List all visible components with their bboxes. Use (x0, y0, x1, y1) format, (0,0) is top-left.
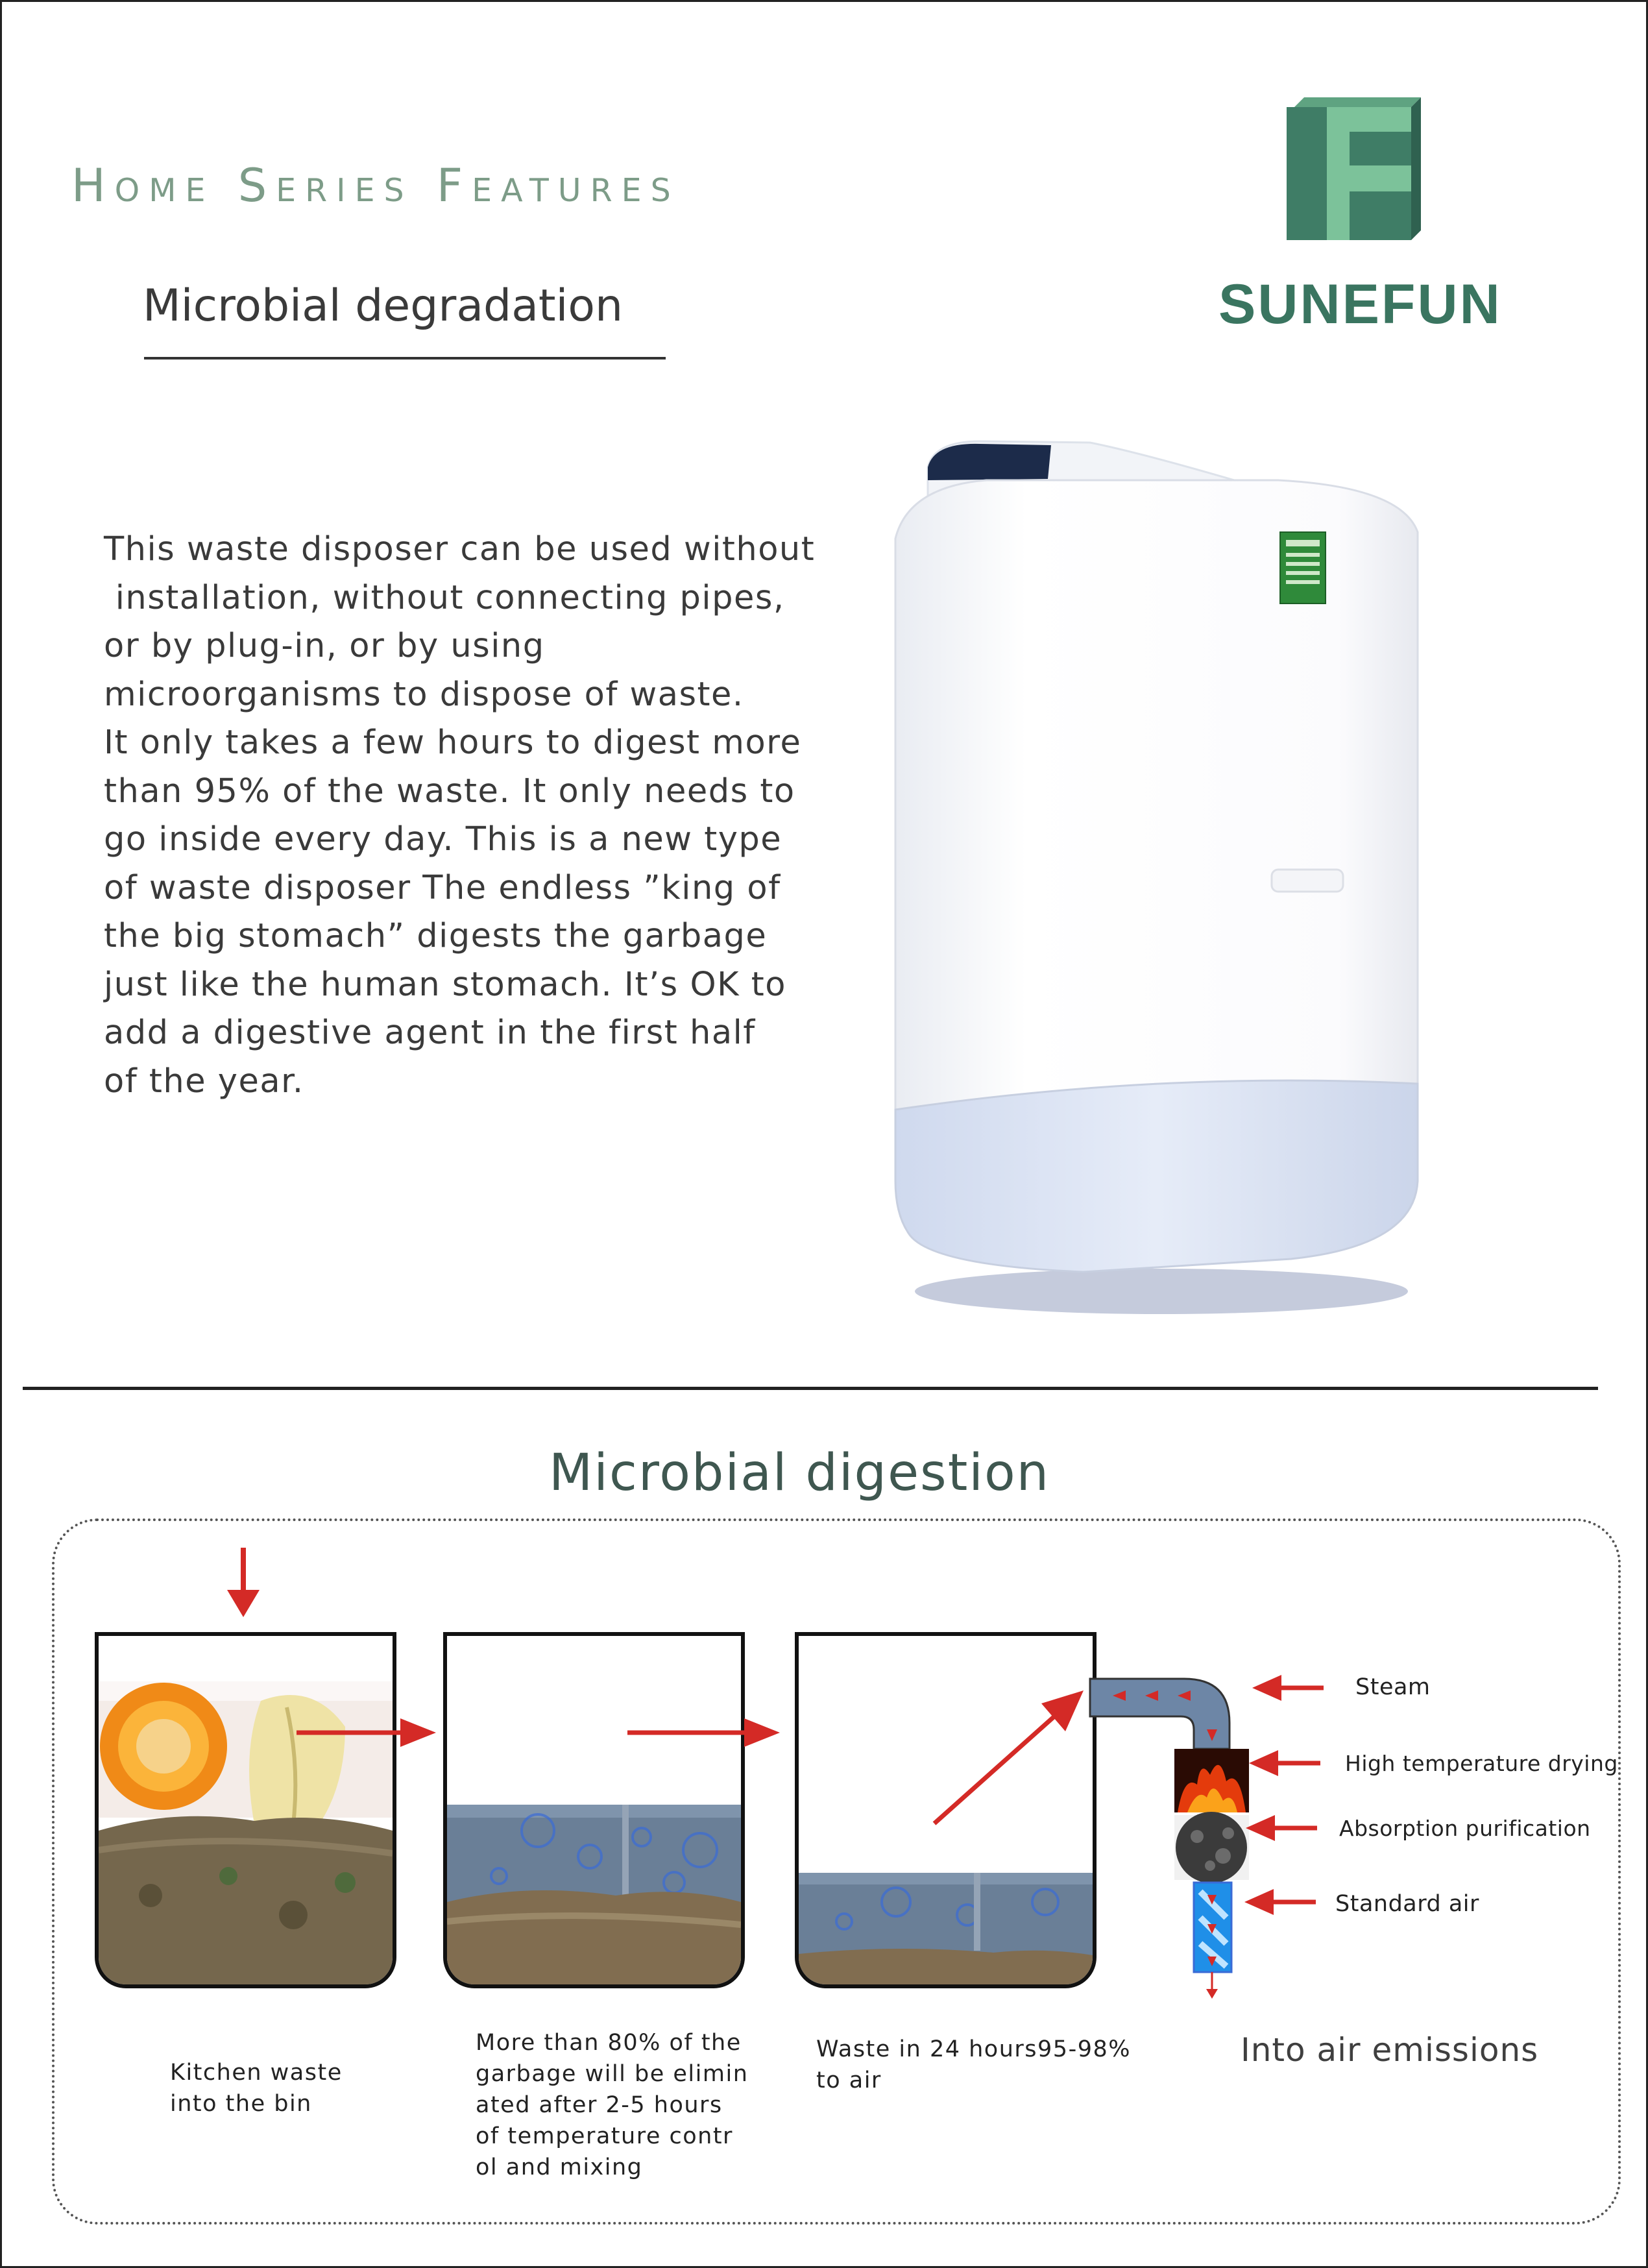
description-line: of waste disposer The endless ”king of (104, 868, 781, 907)
bin-step-2 (443, 1632, 745, 1988)
description-line: installation, without connecting pipes, (104, 578, 785, 617)
drying-arrow-icon (1249, 1747, 1324, 1779)
caption-line: ated after 2-5 hours (476, 2092, 723, 2118)
description-text (104, 526, 843, 1106)
caption-step-2 (476, 2027, 748, 2183)
kitchen-waste-image (99, 1636, 393, 1984)
description-line: the big stomach” digests the garbage (104, 917, 768, 955)
sunefun-logo-icon (1281, 94, 1431, 256)
caption-line: of temperature contr (476, 2123, 733, 2149)
bin-step-1 (95, 1632, 396, 1988)
description-line: add a digestive agent in the first half (104, 1014, 756, 1052)
description-line: This waste disposer can be used without (104, 530, 816, 568)
label-high-temperature-drying: High temperature drying (1345, 1751, 1618, 1776)
caption-line: More than 80% of the (476, 2030, 742, 2056)
caption-line: garbage will be elimin (476, 2061, 749, 2087)
description-line: go inside every day. This is a new type (104, 820, 782, 859)
caption-line: Kitchen waste (170, 2060, 343, 2086)
arrow-step-2-to-3-icon (624, 1713, 783, 1752)
arrow-to-air-icon (928, 1687, 1087, 1830)
emissions-label: Into air emissions (1241, 2031, 1539, 2069)
arrow-step-1-to-2-icon (293, 1713, 439, 1752)
waste-disposer-product-image (889, 428, 1434, 1324)
subtitle: Microbial degradation (143, 280, 624, 332)
description-line: microorganisms to dispose of waste. (104, 675, 744, 714)
digesting-waste-image (447, 1636, 741, 1984)
caption-step-1 (170, 2057, 343, 2119)
description-line: It only takes a few hours to digest more (104, 724, 802, 762)
description-line: just like the human stomach. It’s OK to (104, 965, 786, 1004)
input-arrow-icon (214, 1544, 273, 1619)
subtitle-underline (144, 357, 666, 360)
logo-letter: F (1281, 94, 1282, 95)
description-line: of the year. (104, 1062, 304, 1101)
label-steam: Steam (1355, 1674, 1431, 1700)
caption-line: ol and mixing (476, 2154, 643, 2180)
brand-name: SUNEFUN (1218, 273, 1502, 335)
absorption-arrow-icon (1246, 1812, 1320, 1844)
caption-line: into the bin (170, 2091, 312, 2117)
digestion-title: Microbial digestion (549, 1444, 1050, 1502)
label-absorption-purification: Absorption purification (1339, 1816, 1591, 1841)
steam-arrow-icon (1252, 1672, 1327, 1704)
description-line: or by plug-in, or by using (104, 627, 545, 665)
caption-line: to air (816, 2067, 882, 2093)
label-standard-air: Standard air (1335, 1891, 1479, 1917)
caption-step-3 (816, 2034, 1131, 2096)
standard-air-arrow-icon (1244, 1886, 1319, 1918)
section-divider (23, 1387, 1598, 1390)
exhaust-filter-diagram (1087, 1671, 1268, 2002)
series-title: Home Series Features (71, 159, 680, 212)
description-line: than 95% of the waste. It only needs to (104, 772, 795, 811)
caption-line: Waste in 24 hours95-98% (816, 2036, 1131, 2062)
